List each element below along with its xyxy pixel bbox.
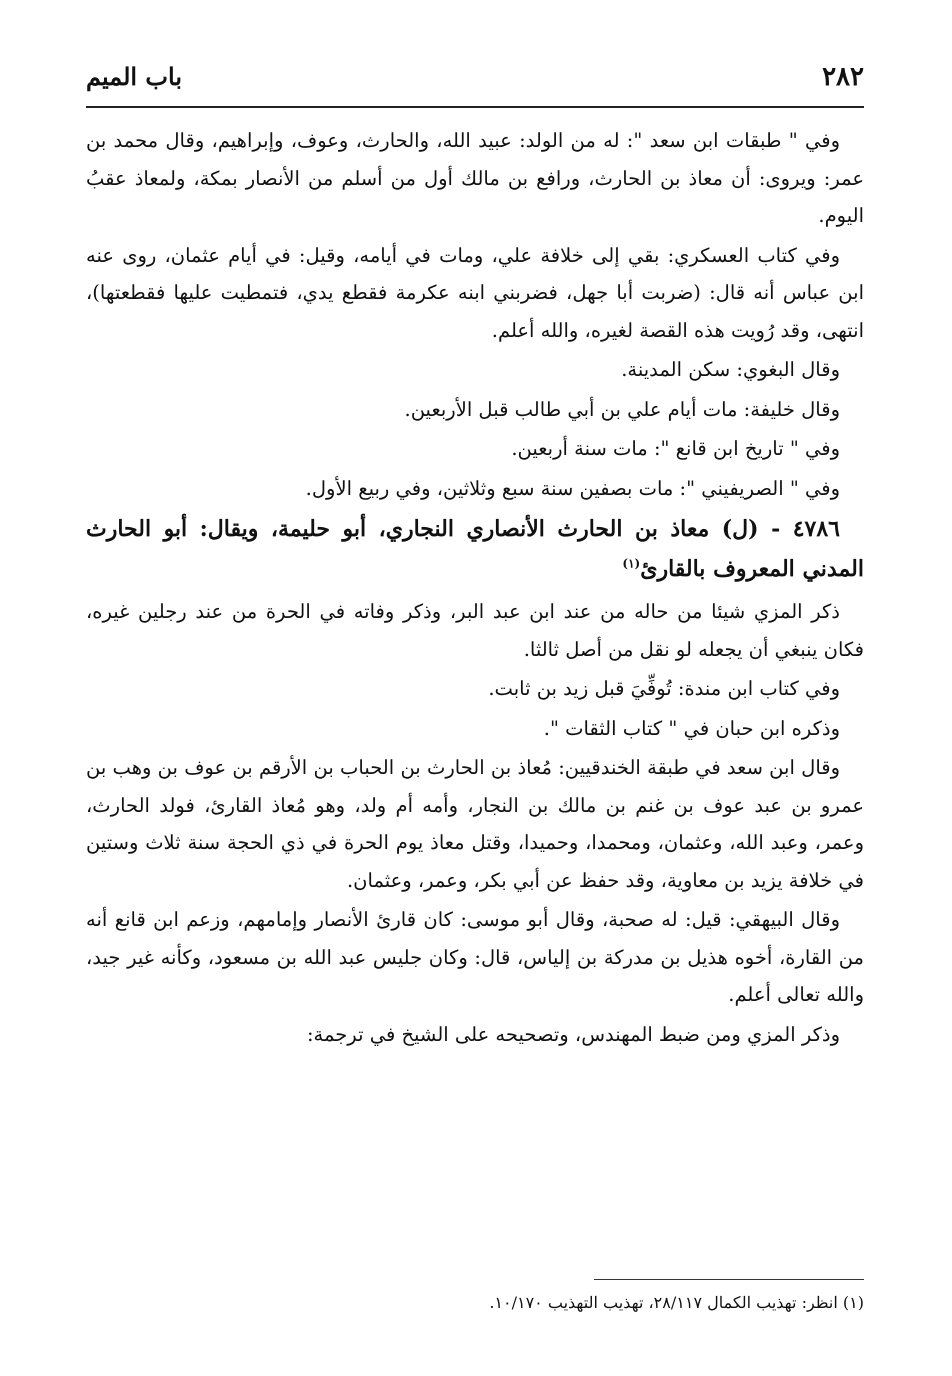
header-rule xyxy=(86,106,864,108)
paragraph: وفي " طبقات ابن سعد ": له من الولد: عبيد الله، والحارث، وعوف، وإبراهيم، وقال محمد بن عمر: ويروى: أن معاذ بن الحارث، ورافع بن مالك أول من أسلم من الأنصار بمكة، ولمعاذ عقبُ اليوم. xyxy=(86,129,864,227)
paragraph: وفي كتاب العسكري: بقي إلى خلافة علي، ومات في أيامه، وقيل: في أيام عثمان، روى عنه ابن عباس أنه قال: (ضربت أبا جهل، فضربني ابنه عكرمة فقطع يدي، فتمطيت عليها فقطعتها)، انتهى، وقد رُويت هذه القصة لغيره، والله أعلم. xyxy=(86,243,864,342)
running-title: باب الميم xyxy=(86,62,183,91)
page-body xyxy=(86,122,864,1055)
paragraph: وقال البيهقي: قيل: له صحبة، وقال أبو موسى: كان قارئ الأنصار وإمامهم، وزعم ابن قانع أنه من القارة، أخوه هذيل بن مدركة بن إلياس، قال: وكان جليس عبد الله بن مسعود، وكأنه غير جيد، والله تعالى أعلم. xyxy=(86,908,864,1006)
paragraph: ذكر المزي شيئا من حاله من عند ابن عبد البر، وذكر وفاته في الحرة من عند رجلين غيره، فكان ينبغي أن يجعله لو نقل من أصل ثالثا. xyxy=(86,600,864,661)
page-number: ٢٨٢ xyxy=(822,62,864,92)
footnote: (١) انظر: تهذيب الكمال ٢٨/١١٧، تهذيب التهذيب ١٠/١٧٠. xyxy=(489,1293,864,1312)
paragraph: وقال ابن سعد في طبقة الخندقيين: مُعاذ بن الحارث بن الحباب بن الأرقم بن عوف بن وهب بن عمرو بن عبد عوف بن غنم بن مالك بن النجار، وأمه أم ولد، وهو مُعاذ القارئ، فولد الحارث، وعمر، وعبد الله، وعثمان، ومحمدا، وحميدا، وقتل معاذ يوم الحرة في ذي الحجة سنة ثلاث وستين في خلافة يزيد بن معاوية، وقد حفظ عن أبي بكر، وعمر، وعثمان. xyxy=(86,756,864,892)
entry-heading xyxy=(86,509,864,589)
entry-number: ٤٧٨٦ xyxy=(792,516,840,542)
footnote-marker[interactable]: (١) xyxy=(622,556,641,571)
entry-heading-text: - (ل) معاذ بن الحارث الأنصاري النجاري، أبو حليمة، ويقال: أبو الحارث المدني المعروف بالقارئ xyxy=(86,516,864,582)
paragraph: وفي كتاب ابن مندة: تُوفِّيَ قبل زيد بن ثابت. xyxy=(488,677,840,700)
paragraph: وذكره ابن حبان في " كتاب الثقات ". xyxy=(543,716,840,740)
page-header xyxy=(86,58,864,102)
footnote-rule xyxy=(594,1279,864,1280)
paragraph: وفي " تاريخ ابن قانع ": مات سنة أربعين. xyxy=(511,437,840,460)
paragraph: وقال خليفة: مات أيام علي بن أبي طالب قبل الأربعين. xyxy=(404,397,840,421)
paragraph: وذكر المزي ومن ضبط المهندس، وتصحيحه على الشيخ في ترجمة: xyxy=(306,1022,840,1046)
paragraph: وقال البغوي: سكن المدينة. xyxy=(621,358,840,381)
paragraph: وفي " الصريفيني ": مات بصفين سنة سبع وثلاثين، وفي ربيع الأول. xyxy=(305,476,840,500)
